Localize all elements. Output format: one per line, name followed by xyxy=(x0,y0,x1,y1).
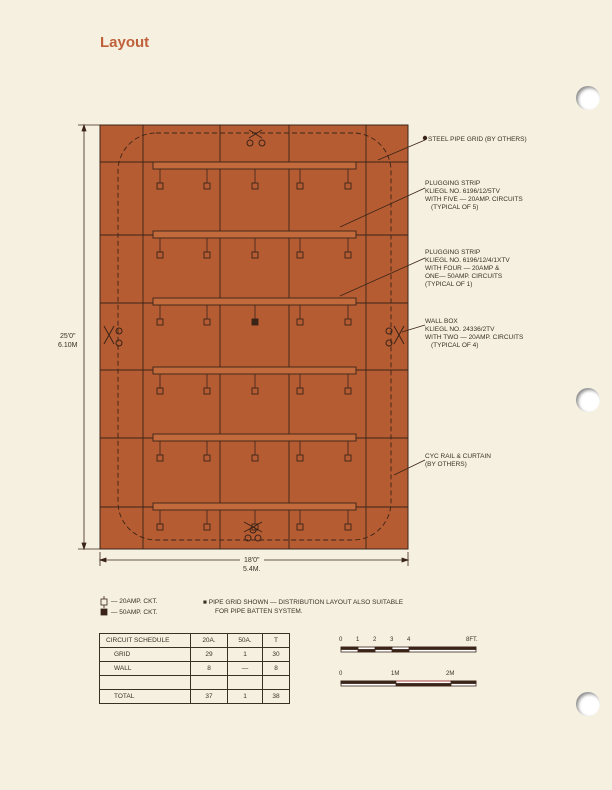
callout-line: PLUGGING STRIP xyxy=(425,249,481,256)
table-cell: TOTAL xyxy=(100,690,191,704)
callout-line: KLIEGL NO. 24336/2TV xyxy=(425,326,495,333)
callout-line: ONE— 50AMP. CIRCUITS xyxy=(425,273,503,280)
plugging-strip xyxy=(153,367,356,374)
plugging-strip xyxy=(153,503,356,510)
callout-line: (BY OTHERS) xyxy=(425,461,467,468)
table-cell: 38 xyxy=(263,690,290,704)
table-row xyxy=(100,690,290,704)
table-cell: 8 xyxy=(263,662,290,676)
callout-line: KLIEGL NO. 6196/12/5TV xyxy=(425,188,500,195)
legend-20amp: — 20AMP. CKT. xyxy=(111,598,158,605)
table-cell xyxy=(191,676,228,690)
table-header: CIRCUIT SCHEDULE xyxy=(100,634,191,648)
table-cell: 1 xyxy=(228,690,263,704)
table-header: 20A. xyxy=(191,634,228,648)
height-ft: 25'0" xyxy=(59,333,76,340)
legend-symbols xyxy=(101,596,107,615)
width-dimension-label xyxy=(240,556,264,574)
table-cell xyxy=(263,676,290,690)
table-cell xyxy=(228,676,263,690)
callout-plugging-strip-a xyxy=(425,180,523,212)
scale-m-tick: 1M xyxy=(391,671,400,677)
scale-ft-tick: 1 xyxy=(356,637,360,643)
table-cell xyxy=(100,676,191,690)
table-row xyxy=(100,662,290,676)
scale-bar-feet xyxy=(341,647,476,652)
table-cell: 37 xyxy=(191,690,228,704)
callout-line: PLUGGING STRIP xyxy=(425,180,481,187)
note-line: FOR PIPE BATTEN SYSTEM. xyxy=(215,608,303,615)
height-dimension-label xyxy=(58,332,77,350)
plugging-strip xyxy=(153,434,356,441)
height-m: 6.10M xyxy=(58,342,78,349)
plugging-strip xyxy=(153,298,356,305)
table-cell: 1 xyxy=(228,648,263,662)
table-cell: 30 xyxy=(263,648,290,662)
table-row xyxy=(100,648,290,662)
table-cell: 8 xyxy=(191,662,228,676)
callout-line: (TYPICAL OF 1) xyxy=(425,281,473,288)
callout-line: (TYPICAL OF 4) xyxy=(431,342,479,349)
scale-m-tick: 2M xyxy=(446,671,455,677)
callout-line: KLIEGL NO. 6196/12/4/1XTV xyxy=(425,257,510,264)
note-line: ■ PIPE GRID SHOWN — DISTRIBUTION LAYOUT ALSO SUITABLE xyxy=(203,599,404,606)
callout-steel-pipe-grid: STEEL PIPE GRID (BY OTHERS) xyxy=(428,136,527,143)
scale-ft-end: 8FT. xyxy=(466,637,478,643)
scale-bar-meters xyxy=(341,681,476,686)
scale-ft-tick: 4 xyxy=(407,637,411,643)
callout-line: CYC RAIL & CURTAIN xyxy=(425,453,491,460)
circuit-schedule-table xyxy=(99,633,290,704)
scale-ft-tick: 3 xyxy=(390,637,394,643)
width-m: 5.4M. xyxy=(243,566,261,573)
legend-note xyxy=(203,598,403,616)
callout-line: WITH FIVE — 20AMP. CIRCUITS xyxy=(425,196,523,203)
width-ft: 18'0" xyxy=(244,557,260,564)
table-cell: 29 xyxy=(191,648,228,662)
legend-50amp: — 50AMP. CKT. xyxy=(111,609,158,616)
table-cell: — xyxy=(228,662,263,676)
callout-line: WITH FOUR — 20AMP & xyxy=(425,265,500,272)
callout-line: WALL BOX xyxy=(425,318,458,325)
callout-cyc-rail xyxy=(425,453,491,469)
scale-ft-tick: 2 xyxy=(373,637,377,643)
table-header: T xyxy=(263,634,290,648)
scale-ft-tick: 0 xyxy=(339,637,343,643)
scale-m-tick: 0 xyxy=(339,671,343,677)
callout-wall-box xyxy=(425,318,523,350)
callout-line: WITH TWO — 20AMP. CIRCUITS xyxy=(425,334,524,341)
table-header: 50A. xyxy=(228,634,263,648)
callout-plugging-strip-b xyxy=(425,249,510,289)
table-cell: WALL xyxy=(100,662,191,676)
outlet-50amp xyxy=(252,319,258,325)
plugging-strip xyxy=(153,162,356,169)
plugging-strip xyxy=(153,231,356,238)
table-header-row xyxy=(100,634,290,648)
dimension-vertical xyxy=(78,125,100,549)
callout-line: (TYPICAL OF 5) xyxy=(431,204,479,211)
page-title: Layout xyxy=(100,34,150,51)
table-cell: GRID xyxy=(100,648,191,662)
table-row xyxy=(100,676,290,690)
